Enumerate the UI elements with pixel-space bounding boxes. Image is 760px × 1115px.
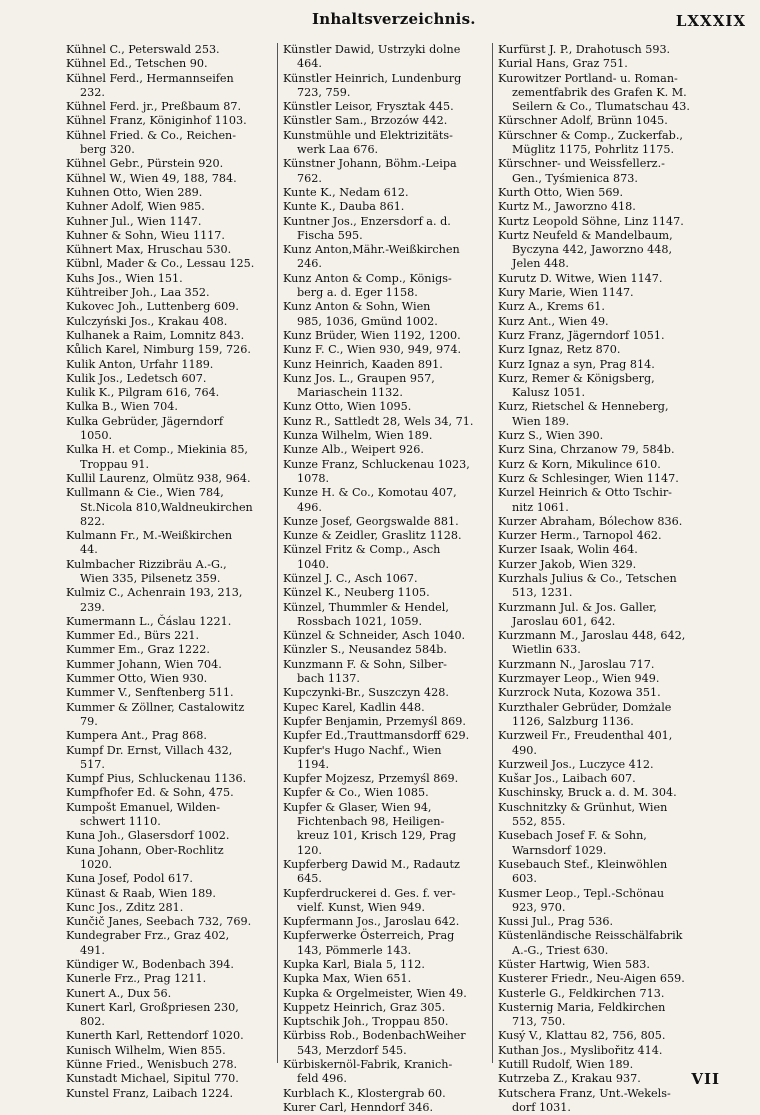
index-entry-continuation: A.-G., Triest 630. <box>512 943 609 957</box>
index-entry: Kupka Max, Wien 651. <box>283 972 412 986</box>
index-entry: Kurz S., Wien 390. <box>498 429 604 443</box>
index-entry: Kulmann Fr., M.-Weißkirchen <box>66 529 233 543</box>
index-entry: Künzel J. C., Asch 1067. <box>283 571 418 585</box>
index-entry: Kurzhals Julius & Co., Tetschen <box>498 571 677 585</box>
index-entry: Kumpf Dr. Ernst, Villach 432, <box>66 743 233 757</box>
index-entry: Kusterer Friedr., Neu-Aigen 659. <box>498 972 685 986</box>
index-entry: Kunz Anton,Mähr.-Weißkirchen <box>283 243 460 257</box>
index-entry: Künzel Fritz & Comp., Asch <box>283 543 441 557</box>
index-entry: Kühtreiber Joh., Laa 352. <box>66 286 210 300</box>
index-entry: Kůlich Karel, Nimburg 159, 726. <box>66 343 251 357</box>
index-entry: Kurz, Remer & Königsberg, <box>498 371 655 385</box>
index-column-2 <box>283 43 495 1114</box>
index-entry-continuation: 517. <box>80 757 105 771</box>
index-entry: Kuptschik Joh., Troppau 850. <box>283 1015 449 1029</box>
index-entry: Kury Marie, Wien 1147. <box>498 286 634 300</box>
index-entry-continuation: 1126, Salzburg 1136. <box>512 714 634 728</box>
index-entry-continuation: feld 496. <box>297 1072 347 1086</box>
index-entry: Kumermann L., Čáslau 1221. <box>66 614 232 628</box>
index-entry-continuation: 1194. <box>297 757 330 771</box>
index-entry-continuation: 543, Merzdorf 545. <box>297 1043 407 1057</box>
index-entry: Kundegraber Frz., Graz 402, <box>66 929 230 943</box>
index-entry: Kummer V., Senftenberg 511. <box>66 686 234 700</box>
index-entry: Kuna Johann, Ober-Rochlitz <box>66 843 224 857</box>
index-entry: Kühnert Max, Hruschau 530. <box>66 243 232 257</box>
index-entry: Kunc Jos., Zditz 281. <box>66 900 184 914</box>
index-entry: Kurzmann N., Jaroslau 717. <box>498 657 655 671</box>
index-entry: Kupfer & Glaser, Wien 94, <box>283 800 432 814</box>
index-entry: Kürschner Adolf, Brünn 1045. <box>498 114 668 128</box>
index-entry: Kupfer Ed.,Trauttmansdorff 629. <box>283 729 470 743</box>
index-entry-continuation: Gen., Tyśmienica 873. <box>512 171 638 185</box>
index-entry: Kulczyński Jos., Krakau 408. <box>66 314 228 328</box>
index-entry: Kurz Ignaz, Retz 870. <box>498 343 621 357</box>
index-columns <box>66 43 754 1114</box>
index-entry: Kulik K., Pilgram 616, 764. <box>66 386 220 400</box>
index-entry: Kurzweil Fr., Freudenthal 401, <box>498 729 673 743</box>
index-entry: Kurzer Abraham, Bólechow 836. <box>498 514 683 528</box>
index-entry: Kumpera Ant., Prag 868. <box>66 729 207 743</box>
index-entry: Kulka H. et Comp., Miekinia 85, <box>66 443 248 457</box>
index-entry: Kübnl, Mader & Co., Lessau 125. <box>66 257 255 271</box>
index-entry-continuation: 246. <box>297 257 322 271</box>
index-entry: Kupfermann Jos., Jaroslau 642. <box>283 915 460 929</box>
index-entry: Kušar Jos., Laibach 607. <box>498 772 636 786</box>
index-entry-continuation: 723, 759. <box>297 85 351 99</box>
index-entry: Kulka B., Wien 704. <box>66 400 178 414</box>
column-divider <box>492 43 493 1063</box>
index-entry-continuation: 1078. <box>297 471 330 485</box>
index-entry-continuation: vielf. Kunst, Wien 949. <box>297 900 425 914</box>
index-entry: Kunza Wilhelm, Wien 189. <box>283 429 433 443</box>
index-entry-continuation: 79. <box>80 714 98 728</box>
index-entry-continuation: Warnsdorf 1029. <box>512 843 607 857</box>
index-entry: Kurzel Heinrich & Otto Tschir- <box>498 486 672 500</box>
index-entry: Kündiger W., Bodenbach 394. <box>66 958 234 971</box>
index-entry: Künstler Sam., Brzozów 442. <box>283 114 448 128</box>
index-entry-continuation: Wien 189. <box>512 414 570 428</box>
index-entry: Kürschner- und Weissfellerz.- <box>498 157 665 171</box>
index-entry: Kunz F. C., Wien 930, 949, 974. <box>283 343 462 357</box>
index-entry: Kunz Otto, Wien 1095. <box>283 400 412 414</box>
index-entry: Kulmiz C., Achenrain 193, 213, <box>66 586 243 600</box>
index-entry: Kurblach K., Klostergrab 60. <box>283 1086 446 1100</box>
index-entry-continuation: 513, 1231. <box>512 586 573 600</box>
index-entry-continuation: Müglitz 1175, Pohrlitz 1175. <box>512 143 674 157</box>
index-entry: Kurer Carl, Henndorf 346. <box>283 1100 434 1114</box>
index-entry: Kunz Heinrich, Kaaden 891. <box>283 357 443 371</box>
index-entry-continuation: Troppau 91. <box>80 457 150 471</box>
index-entry-continuation: 802. <box>80 1015 105 1029</box>
index-entry: Kurz & Korn, Mikulince 610. <box>498 457 661 471</box>
index-entry: Kuschnitzky & Grünhut, Wien <box>498 800 668 814</box>
index-entry: Kunzmann F. & Sohn, Silber- <box>283 657 447 671</box>
index-entry: Kurz Sina, Chrzanow 79, 584b. <box>498 443 675 457</box>
index-entry: Kurzer Herm., Tarnopol 462. <box>498 529 662 543</box>
index-entry: Kumpfhofer Ed. & Sohn, 475. <box>66 786 234 800</box>
index-entry: Kühnel W., Wien 49, 188, 784. <box>66 171 237 185</box>
index-entry: Kutill Rudolf, Wien 189. <box>498 1058 634 1072</box>
index-entry: Kunčič Janes, Seebach 732, 769. <box>66 915 252 929</box>
index-entry-continuation: werk Laa 676. <box>297 143 379 157</box>
index-entry-continuation: Wietlin 633. <box>512 643 581 657</box>
index-entry-continuation: St.Nicola 810,Waldneukirchen <box>80 500 253 514</box>
index-entry: Kupec Karel, Kadlin 448. <box>283 700 425 714</box>
index-entry: Kuna Josef, Podol 617. <box>66 872 193 886</box>
index-entry: Kunte K., Dauba 861. <box>283 200 405 214</box>
index-entry: Kurzthaler Gebrüder, Domżale <box>498 700 672 714</box>
index-entry: Kulik Jos., Ledetsch 607. <box>66 371 207 385</box>
index-entry: Kunze H. & Co., Komotau 407, <box>283 486 457 500</box>
index-column-3 <box>498 43 722 1114</box>
index-entry: Kurz A., Krems 61. <box>498 300 605 314</box>
index-entry: Kurz Ant., Wien 49. <box>498 314 609 328</box>
index-entry: Kunert A., Dux 56. <box>66 986 172 1000</box>
index-entry: Kunz R., Sattledt 28, Wels 34, 71. <box>283 414 474 428</box>
index-entry-continuation: Kalusz 1051. <box>512 386 586 400</box>
index-entry: Künzel K., Neuberg 1105. <box>283 586 430 600</box>
index-entry: Kutrzeba Z., Krakau 937. <box>498 1072 641 1086</box>
index-entry: Kühnel C., Peterswald 253. <box>66 43 220 56</box>
index-entry: Kupfer & Co., Wien 1085. <box>283 786 429 800</box>
index-entry: Kühnel Ferd. jr., Preßbaum 87. <box>66 100 242 114</box>
index-entry: Kumpf Pius, Schluckenau 1136. <box>66 772 247 786</box>
index-entry: Kuthan Jos., Myslibořitz 414. <box>498 1043 663 1057</box>
index-entry-continuation: Seilern & Co., Tlumatschau 43. <box>512 100 690 114</box>
index-entry: Künzler S., Neusandez 584b. <box>283 643 447 657</box>
index-entry: Künzel & Schneider, Asch 1040. <box>283 629 466 643</box>
index-entry: Kuhnen Otto, Wien 289. <box>66 185 203 199</box>
index-entry: Kunert Karl, Großpriesen 230, <box>66 1000 239 1014</box>
index-entry: Kühnel Ferd., Hermannseifen <box>66 71 234 85</box>
index-entry: Kühnel Fried. & Co., Reichen- <box>66 128 237 142</box>
index-column-1 <box>66 43 274 1100</box>
index-entry: Kunte K., Nedam 612. <box>283 185 409 199</box>
index-entry-continuation: 762. <box>297 171 322 185</box>
index-entry: Kumpošt Emanuel, Wilden- <box>66 800 221 814</box>
index-entry: Kunstadt Michael, Sipitul 770. <box>66 1072 239 1086</box>
page-header <box>0 6 760 36</box>
index-entry: Kurzweil Jos., Luczyce 412. <box>498 757 654 771</box>
index-entry: Kullmann & Cie., Wien 784, <box>66 486 224 500</box>
index-entry: Kupfer's Hugo Nachf., Wien <box>283 743 442 757</box>
index-entry-continuation: 496. <box>297 500 322 514</box>
index-entry: Kunze Alb., Weipert 926. <box>283 443 424 457</box>
index-entry-continuation: bach 1137. <box>297 672 360 686</box>
index-entry-continuation: 1050. <box>80 429 113 443</box>
index-entry: Kurzmann M., Jaroslau 448, 642, <box>498 629 686 643</box>
signature-mark: VII <box>691 1070 720 1088</box>
index-entry-continuation: 985, 1036, Gmünd 1002. <box>297 314 438 328</box>
index-entry: Kürschner & Comp., Zuckerfab., <box>498 128 683 142</box>
index-entry: Kunerth Karl, Rettendorf 1020. <box>66 1029 244 1043</box>
index-entry: Kurutz D. Witwe, Wien 1147. <box>498 271 663 285</box>
index-entry: Kulik Anton, Urfahr 1189. <box>66 357 214 371</box>
index-entry: Kühnel Ed., Tetschen 90. <box>66 57 208 71</box>
index-entry: Kusebauch Stef., Kleinwöhlen <box>498 857 668 871</box>
index-entry: Kunisch Wilhelm, Wien 855. <box>66 1043 226 1057</box>
index-entry: Kunze Franz, Schluckenau 1023, <box>283 457 470 471</box>
index-entry-continuation: 645. <box>297 872 322 886</box>
index-entry-continuation: kreuz 101, Krisch 129, Prag <box>297 829 457 843</box>
index-entry-continuation: 1040. <box>297 557 330 571</box>
page-number: LXXXIX <box>675 12 746 30</box>
index-entry: Kummer & Zöllner, Castalowitz <box>66 700 245 714</box>
index-entry: Künstler Dawid, Ustrzyki dolne <box>283 43 461 56</box>
index-entry: Kuhner Jul., Wien 1147. <box>66 214 202 228</box>
index-entry-continuation: Wien 335, Pilsenetz 359. <box>80 571 221 585</box>
index-entry: Kuntner Jos., Enzersdorf a. d. <box>283 214 451 228</box>
index-entry: Kunze & Zeidler, Graslitz 1128. <box>283 529 462 543</box>
index-entry: Kupferwerke Österreich, Prag <box>283 929 455 943</box>
index-entry-continuation: berg a. d. Eger 1158. <box>297 286 418 300</box>
index-entry-continuation: 1020. <box>80 857 113 871</box>
index-entry: Kunstmühle und Elektrizitäts- <box>283 128 453 142</box>
index-entry-continuation: dorf 1031. <box>512 1100 571 1114</box>
index-entry: Kunerle Frz., Prag 1211. <box>66 972 207 986</box>
index-entry: Kunstel Franz, Laibach 1224. <box>66 1086 234 1100</box>
index-entry-continuation: Fischa 595. <box>297 228 363 242</box>
index-entry: Künne Fried., Wenisbuch 278. <box>66 1058 238 1072</box>
index-entry: Künzel, Thummler & Hendel, <box>283 600 449 614</box>
index-entry: Kummer Otto, Wien 930. <box>66 672 208 686</box>
index-entry: Kuhner & Sohn, Wieu 1117. <box>66 228 225 242</box>
index-entry: Kurtz Neufeld & Mandelbaum, <box>498 228 673 242</box>
index-entry: Kupczynki-Br., Suszczyn 428. <box>283 686 449 700</box>
index-entry-continuation: 120. <box>297 843 322 857</box>
index-entry-continuation: Mariaschein 1132. <box>297 386 403 400</box>
index-entry: Kunz Jos. L., Graupen 957, <box>283 371 435 385</box>
index-entry-continuation: Rossbach 1021, 1059. <box>297 614 423 628</box>
index-entry-continuation: 491. <box>80 943 105 957</box>
index-entry: Künstler Heinrich, Lundenburg <box>283 71 462 85</box>
index-entry: Kulka Gebrüder, Jägerndorf <box>66 414 224 428</box>
index-entry-continuation: berg 320. <box>80 143 135 157</box>
index-entry: Kurzmayer Leop., Wien 949. <box>498 672 660 686</box>
index-entry-continuation: 239. <box>80 600 105 614</box>
index-entry: Kusebach Josef F. & Sohn, <box>498 829 647 843</box>
index-entry: Kulmbacher Rizzibräu A.-G., <box>66 557 227 571</box>
index-entry-continuation: Jelen 448. <box>512 257 569 271</box>
index-entry: Kurtz Leopold Söhne, Linz 1147. <box>498 214 684 228</box>
index-entry: Küster Hartwig, Wien 583. <box>498 958 650 971</box>
index-entry-continuation: Jaroslau 601, 642. <box>512 614 616 628</box>
index-entry: Kunze Josef, Georgswalde 881. <box>283 514 459 528</box>
index-entry: Kutschera Franz, Unt.-Wekels- <box>498 1086 671 1100</box>
index-entry: Kupferdruckerei d. Ges. f. ver- <box>283 886 456 900</box>
index-entry: Kurtz M., Jaworzno 418. <box>498 200 636 214</box>
index-entry-continuation: 552, 855. <box>512 815 566 829</box>
index-entry: Kurzmann Jul. & Jos. Galler, <box>498 600 657 614</box>
index-entry: Kühnel Gebr., Pürstein 920. <box>66 157 224 171</box>
index-entry: Kurzer Jakob, Wien 329. <box>498 557 637 571</box>
index-entry: Kurfürst J. P., Drahotusch 593. <box>498 43 671 56</box>
index-entry: Kusý V., Klattau 82, 756, 805. <box>498 1029 666 1043</box>
index-entry: Kuna Joh., Glasersdorf 1002. <box>66 829 230 843</box>
index-entry: Kummer Ed., Bürs 221. <box>66 629 200 643</box>
index-entry-continuation: 232. <box>80 85 105 99</box>
index-entry: Kurowitzer Portland- u. Roman- <box>498 71 678 85</box>
column-divider <box>277 43 278 1063</box>
index-entry: Kunz Brüder, Wien 1192, 1200. <box>283 328 461 342</box>
index-entry: Kulhanek a Raim, Lomnitz 843. <box>66 328 245 342</box>
index-entry-continuation: 713, 750. <box>512 1015 566 1029</box>
index-entry: Kupka & Orgelmeister, Wien 49. <box>283 986 467 1000</box>
index-entry: Kupferberg Dawid M., Radautz <box>283 857 460 871</box>
page-title: Inhaltsverzeichnis. <box>312 10 476 28</box>
index-entry: Kusterle G., Feldkirchen 713. <box>498 986 665 1000</box>
index-entry-continuation: Fichtenbach 98, Heiligen- <box>297 815 445 829</box>
index-entry: Kummer Em., Graz 1222. <box>66 643 210 657</box>
index-entry: Kusmer Leop., Tepl.-Schönau <box>498 886 665 900</box>
index-entry-continuation: 923, 970. <box>512 900 566 914</box>
index-entry: Kürbiskernöl-Fabrik, Kranich- <box>283 1058 453 1072</box>
index-entry: Kullil Laurenz, Olmütz 938, 964. <box>66 471 251 485</box>
index-entry: Kurz, Rietschel & Henneberg, <box>498 400 669 414</box>
index-entry-continuation: zementfabrik des Grafen K. M. <box>512 85 687 99</box>
index-entry: Kupka Karl, Biala 5, 112. <box>283 958 425 971</box>
index-entry: Kupfer Mojzesz, Przemyśl 869. <box>283 772 459 786</box>
index-entry: Kupfer Benjamin, Przemyśl 869. <box>283 714 466 728</box>
index-entry-continuation: Byczyna 442, Jaworzno 448, <box>512 243 673 257</box>
index-entry: Kürbiss Rob., BodenbachWeiher <box>283 1029 466 1043</box>
index-entry: Kurzrock Nuta, Kozowa 351. <box>498 686 661 700</box>
index-entry: Kurz & Schlesinger, Wien 1147. <box>498 471 679 485</box>
index-entry-continuation: 44. <box>80 543 98 557</box>
index-entry: Kuhner Adolf, Wien 985. <box>66 200 205 214</box>
index-entry: Kussi Jul., Prag 536. <box>498 915 614 929</box>
index-entry: Künast & Raab, Wien 189. <box>66 886 216 900</box>
index-entry-continuation: nitz 1061. <box>512 500 569 514</box>
index-entry: Küstenländische Reisschälfabrik <box>498 929 683 943</box>
index-entry: Kurial Hans, Graz 751. <box>498 57 628 71</box>
index-entry: Kurz Ignaz a syn, Prag 814. <box>498 357 655 371</box>
index-entry: Kunz Anton & Comp., Königs- <box>283 271 452 285</box>
index-entry: Kusternig Maria, Feldkirchen <box>498 1000 666 1014</box>
index-entry: Kühnel Franz, Königinhof 1103. <box>66 114 247 128</box>
index-entry: Kurzer Isaak, Wolin 464. <box>498 543 638 557</box>
index-entry-continuation: 603. <box>512 872 537 886</box>
index-entry: Kunz Anton & Sohn, Wien <box>283 300 431 314</box>
index-entry-continuation: 490. <box>512 743 537 757</box>
index-entry: Künstner Johann, Böhm.-Leipa <box>283 157 457 171</box>
index-entry: Kukovec Joh., Luttenberg 609. <box>66 300 239 314</box>
index-entry: Kuhs Jos., Wien 151. <box>66 271 183 285</box>
index-entry: Künstler Leisor, Frysztak 445. <box>283 100 454 114</box>
index-entry-continuation: 464. <box>297 57 322 71</box>
index-entry: Kuppetz Heinrich, Graz 305. <box>283 1000 446 1014</box>
index-entry: Kummer Johann, Wien 704. <box>66 657 222 671</box>
index-entry-continuation: 143, Pömmerle 143. <box>297 943 412 957</box>
index-entry: Kurth Otto, Wien 569. <box>498 185 624 199</box>
index-entry-continuation: schwert 1110. <box>80 815 161 829</box>
index-entry: Kurz Franz, Jägerndorf 1051. <box>498 328 665 342</box>
index-entry: Kuschinsky, Bruck a. d. M. 304. <box>498 786 677 800</box>
index-entry-continuation: 822. <box>80 514 105 528</box>
